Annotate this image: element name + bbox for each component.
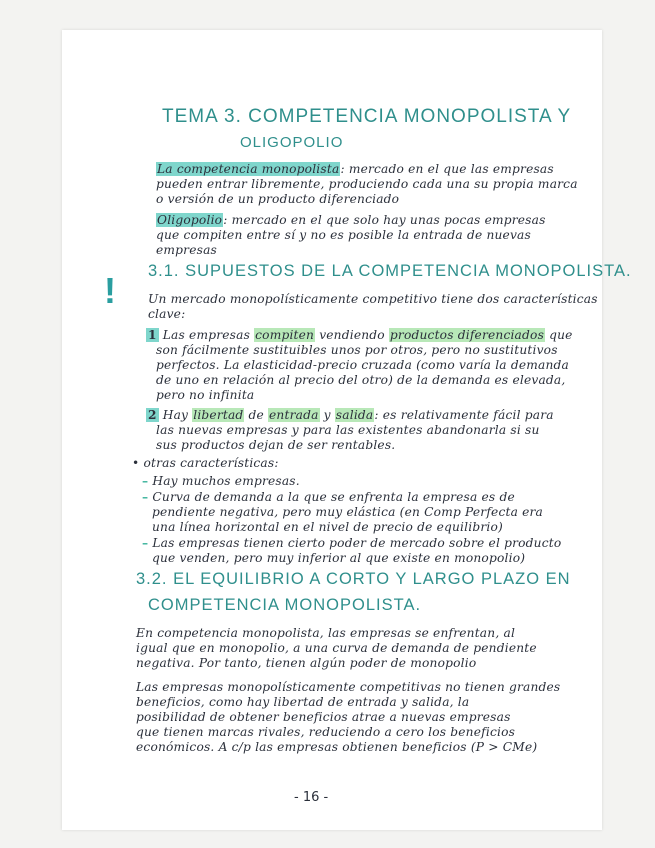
page-number: - 16 - [294, 790, 329, 805]
point-text: de [248, 408, 264, 422]
dash-bullet: – [142, 474, 149, 488]
point-text: Las empresas [162, 328, 251, 342]
paragraph-line: económicos. A c/p las empresas obtienen beneficios (P > CMe) [136, 740, 538, 754]
bullet-text: Curva de demanda a la que se enfrenta la empresa es de [152, 490, 515, 504]
bullet-market-power [142, 536, 561, 551]
bullet-text: Hay muchos empresas. [152, 474, 300, 488]
definition-oligopoly [156, 213, 546, 228]
paragraph-line: posibilidad de obtener beneficios atrae a nuevas empresas [136, 710, 511, 724]
paragraph-line: En competencia monopolista, las empresas se enfrentan, al [136, 626, 516, 640]
point-2 [146, 408, 554, 423]
page-title-line2: OLIGOPOLIO [240, 134, 344, 151]
margin-exclamation-mark: ! [104, 270, 116, 311]
definition-text: : mercado en el que las empresas [340, 162, 554, 176]
point-1 [146, 328, 573, 343]
highlight: salida [335, 408, 374, 422]
highlight: entrada [269, 408, 319, 422]
paragraph-line: Las empresas monopolísticamente competitivas no tienen grandes [136, 680, 561, 694]
definition-line: que compiten entre sí y no es posible la entrada de nuevas [156, 228, 531, 242]
point-line: las nuevas empresas y para las existentes abandonarla si su [156, 423, 540, 437]
highlight: libertad [193, 408, 244, 422]
highlight: compiten [255, 328, 315, 342]
point-text: : es relativamente fácil para [374, 408, 554, 422]
paragraph-line: igual que en monopolio, a una curva de demanda de pendiente [136, 641, 537, 655]
paragraph-line: negativa. Por tanto, tienen algún poder de monopolio [136, 656, 477, 670]
point-text: vendiendo [319, 328, 385, 342]
notebook-page [62, 30, 632, 830]
other-features-label: • otras características: [132, 456, 279, 470]
bullet-demand-curve [142, 490, 515, 505]
definition-text: : mercado en el que solo hay unas pocas empresas [223, 213, 546, 227]
paragraph-line: beneficios, como hay libertad de entrada y salida, la [136, 695, 470, 709]
definition-line: empresas [156, 243, 217, 257]
bullet-text: Las empresas tienen cierto poder de mercado sobre el producto [152, 536, 562, 550]
point-line: son fácilmente sustituibles unos por otros, pero no sustitutivos [156, 343, 558, 357]
bullet-many-firms [142, 474, 300, 489]
section-heading-3-2-line2: COMPETENCIA MONOPOLISTA. [148, 596, 422, 614]
bullet-line: que venden, pero muy inferior al que existe en monopolio) [152, 551, 526, 565]
highlight: productos diferenciados [389, 328, 545, 342]
point-number: 1 [148, 328, 157, 342]
dash-bullet: – [142, 490, 149, 504]
definition-line: o versión de un producto diferenciado [156, 192, 400, 206]
bullet-line: pendiente negativa, pero muy elástica (en Comp Perfecta era [152, 505, 544, 519]
point-line: sus productos dejan de ser rentables. [156, 438, 396, 452]
point-line: de uno en relación al precio del otro) de la demanda es elevada, [156, 373, 566, 387]
point-text: y [323, 408, 331, 422]
dash-bullet: – [142, 536, 149, 550]
section-heading-3-2: 3.2. EL EQUILIBRIO A CORTO Y LARGO PLAZO EN [136, 570, 571, 588]
bullet-line: una línea horizontal en el nivel de precio de equilibrio) [152, 520, 503, 534]
point-number: 2 [148, 408, 157, 422]
page-title: TEMA 3. COMPETENCIA MONOPOLISTA Y [162, 106, 572, 127]
section-heading-3-1: 3.1. SUPUESTOS DE LA COMPETENCIA MONOPOLISTA. [148, 262, 632, 280]
section-intro: clave: [148, 307, 186, 321]
definition-monopolistic-competition [156, 162, 554, 177]
paragraph-line: que tienen marcas rivales, reduciendo a cero los beneficios [136, 725, 516, 739]
term-oligopoly: Oligopolio [157, 213, 223, 227]
term-monopolistic-competition: La competencia monopolista [157, 162, 340, 176]
point-text: que [549, 328, 573, 342]
section-intro: Un mercado monopolísticamente competitivo tiene dos características [148, 292, 598, 306]
point-line: perfectos. La elasticidad-precio cruzada (como varía la demanda [156, 358, 569, 372]
definition-line: pueden entrar libremente, produciendo cada una su propia marca [156, 177, 578, 191]
point-text: Hay [162, 408, 189, 422]
point-line: pero no infinita [156, 388, 255, 402]
